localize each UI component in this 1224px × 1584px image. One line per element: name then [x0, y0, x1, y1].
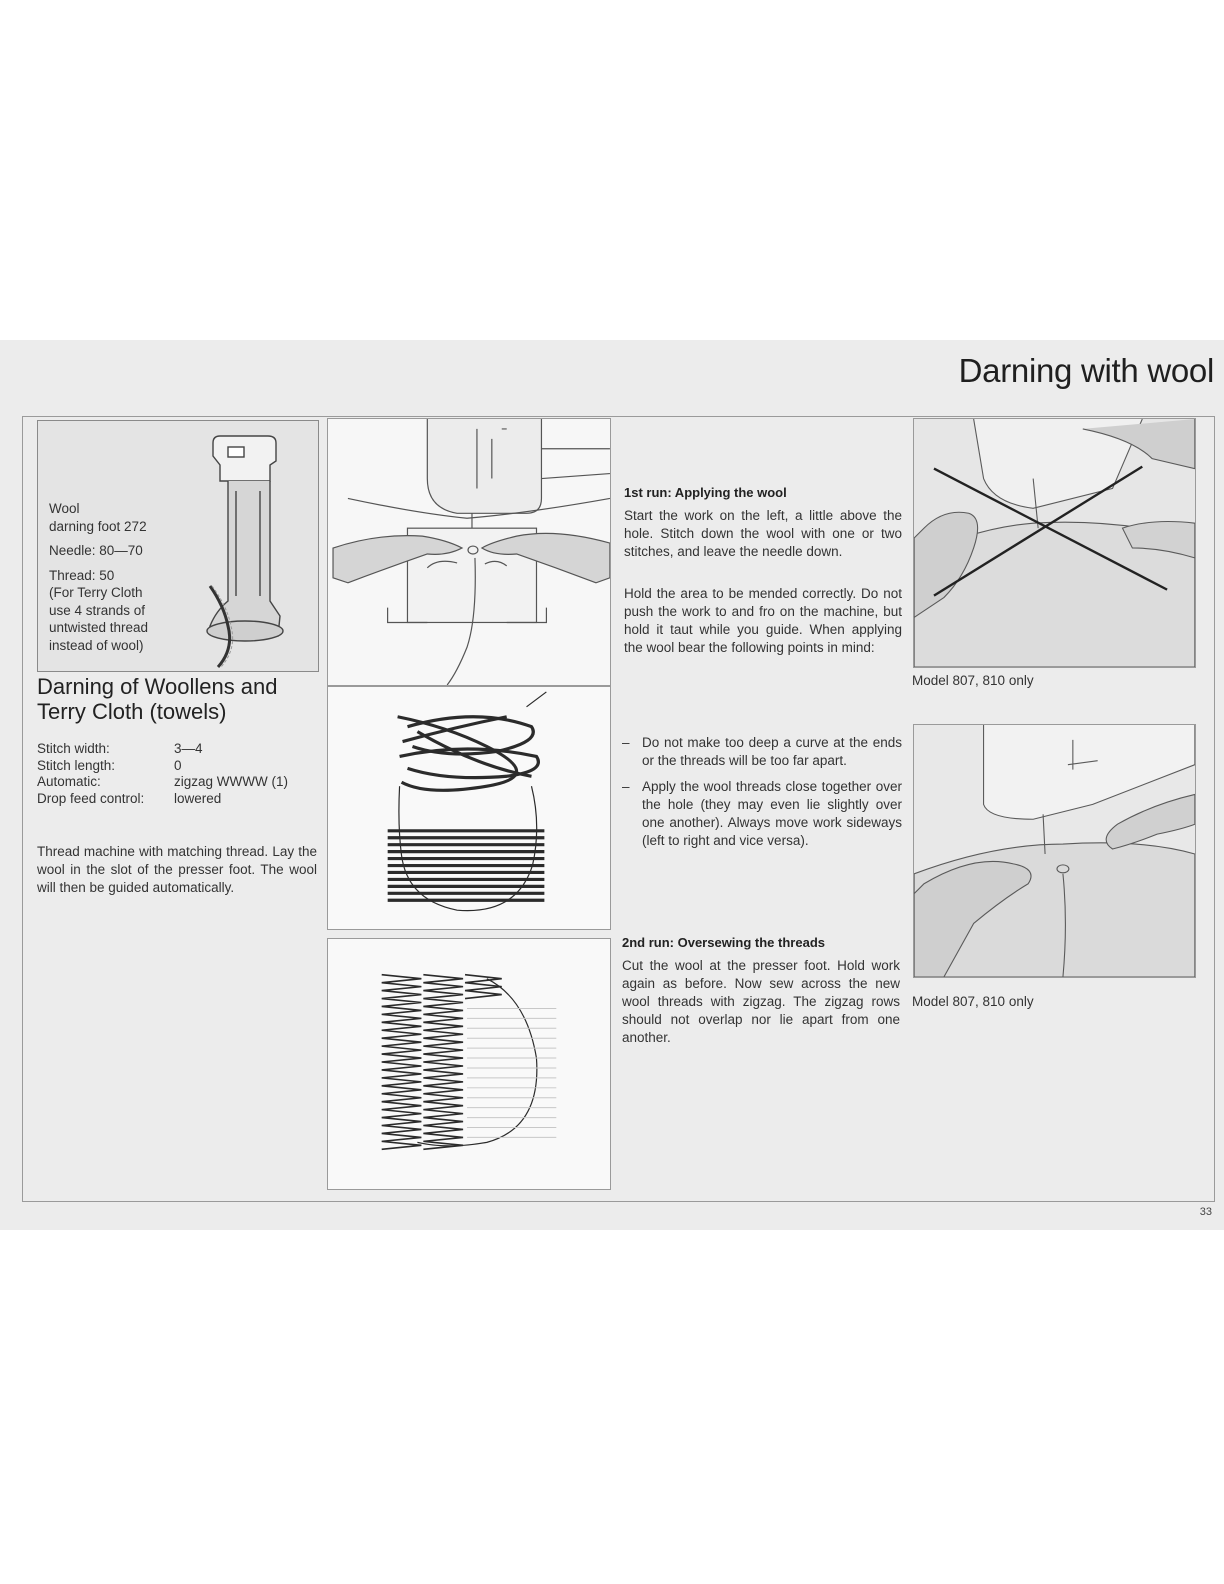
zigzag-oversew-diagram	[327, 938, 611, 1190]
page-title: Darning with wool	[958, 352, 1214, 389]
setting-value: 0	[174, 757, 182, 773]
foot-line: Thread: 50	[49, 567, 115, 583]
stitch-settings	[37, 741, 288, 807]
foot-line: (For Terry Cloth	[49, 585, 143, 600]
bullet-dash: –	[622, 779, 630, 794]
foot-line: use 4 strands of	[49, 602, 146, 618]
setting-value: lowered	[174, 790, 222, 806]
bullet-dash: –	[622, 735, 630, 750]
run2-heading: 2nd run: Oversewing the threads	[622, 935, 825, 950]
foot-specs	[49, 500, 148, 654]
setting-value: 3—4	[174, 741, 203, 756]
photo1-caption: Model 807, 810 only	[912, 673, 1034, 688]
section-heading	[37, 674, 278, 724]
setting-row	[37, 758, 288, 775]
bullet-text: Do not make too deep a curve at the ends or the threads will be too far apart.	[642, 735, 902, 768]
setting-row	[37, 741, 288, 758]
setting-row	[37, 774, 288, 791]
foot-line: Needle: 80—70	[49, 543, 143, 558]
setting-label: Automatic:	[37, 774, 101, 789]
machine-hands-illustration	[327, 418, 611, 686]
setting-label: Drop feed control:	[37, 790, 145, 806]
list-item	[622, 734, 902, 770]
photo-applying-wool	[913, 418, 1196, 668]
setting-label: Stitch length:	[37, 757, 116, 773]
page-number: 33	[1199, 1206, 1212, 1218]
run1-paragraph-1: Start the work on the left, a little above the hole. Stitch down the wool with one or two stitches, and leave the needle down.	[624, 508, 902, 559]
section-heading-line: Terry Cloth (towels)	[37, 699, 227, 724]
run1-bullet-list	[622, 734, 902, 858]
photo2-caption: Model 807, 810 only	[912, 994, 1034, 1009]
foot-line: Wool	[49, 501, 80, 516]
zigzag-oversew-drawing	[328, 939, 610, 1189]
setting-row	[37, 791, 288, 808]
run1-heading: 1st run: Applying the wool	[624, 485, 787, 500]
run2-paragraph: Cut the wool at the presser foot. Hold work again as before. Now sew across the new wool threads with zigzag. The zigzag rows should not overlap nor lie apart from one another.	[622, 958, 900, 1045]
wool-threads-drawing	[328, 687, 610, 929]
photo-oversewing-drawing	[914, 725, 1195, 977]
foot-line: darning foot 272	[49, 518, 147, 534]
setting-label: Stitch width:	[37, 741, 110, 756]
machine-hands-drawing	[328, 419, 610, 685]
run1-paragraph-2: Hold the area to be mended correctly. Do not push the work to and fro on the machine, but hold it taut while you guide. When applying the wool bear the following points in mind:	[624, 586, 902, 655]
intro-paragraph: Thread machine with matching thread. Lay the wool in the slot of the presser foot. The wool will then be guided automatically.	[37, 844, 317, 895]
photo-oversewing	[913, 724, 1196, 978]
photo-applying-wool-drawing	[914, 419, 1195, 667]
foot-line: untwisted thread	[49, 620, 149, 635]
list-item	[622, 778, 902, 850]
wool-threads-diagram	[327, 686, 611, 930]
section-heading-line: Darning of Woollens and	[37, 674, 278, 699]
foot-line: instead of wool)	[49, 637, 144, 653]
bullet-text: Apply the wool threads close together over the hole (they may even lie slightly over one another). Always move work sideways (left to right and vice versa).	[642, 779, 902, 848]
setting-value: zigzag WWWW (1)	[174, 774, 288, 789]
